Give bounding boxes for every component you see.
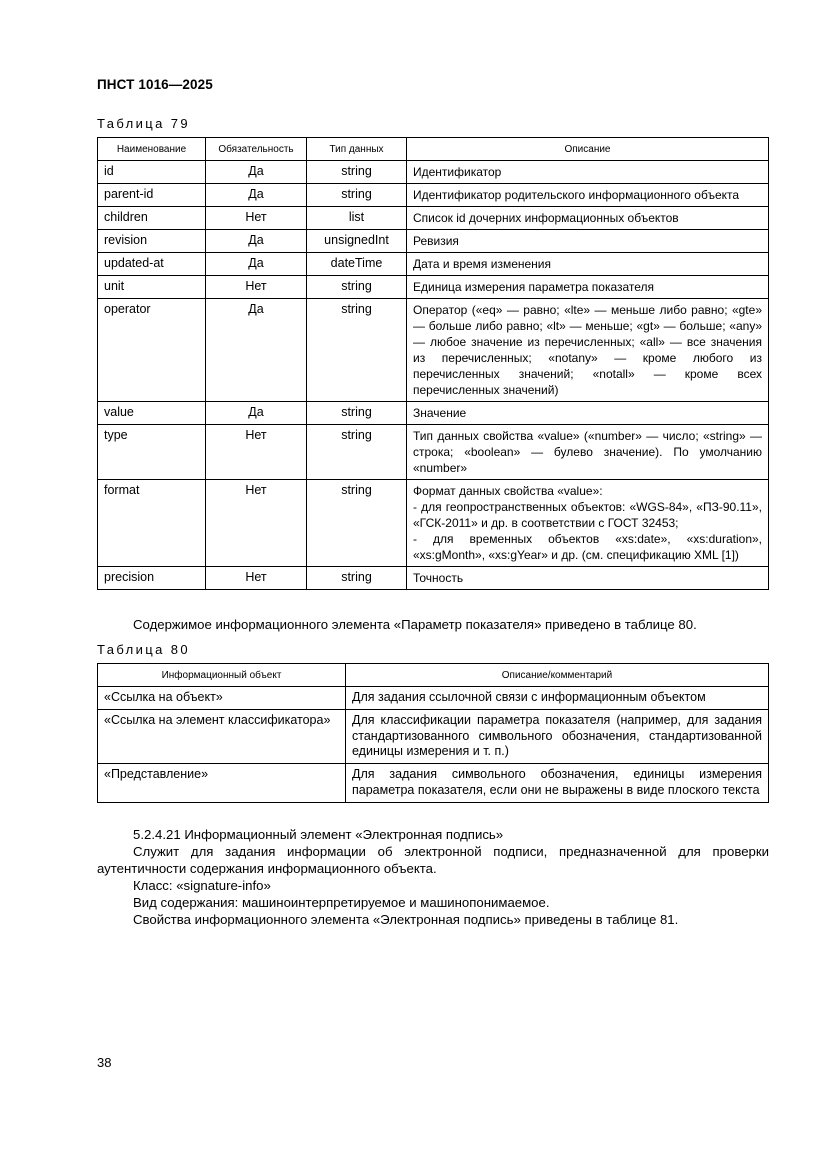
- table-row: [98, 161, 769, 184]
- section-content-type: Вид содержания: машиноинтерпретируемое и машинопонимаемое.: [133, 895, 550, 910]
- table-row: [98, 276, 769, 299]
- section-heading: 5.2.4.21 Информационный элемент «Электронная подпись»: [133, 827, 504, 842]
- column-header: Обязательность: [206, 138, 307, 161]
- table-cell: «Ссылка на элемент классификатора»: [98, 709, 346, 763]
- column-header: Информационный объект: [98, 664, 346, 687]
- table-79: [97, 137, 769, 590]
- column-header: Наименование: [98, 138, 206, 161]
- column-header: Тип данных: [307, 138, 407, 161]
- table-cell: Для задания символьного обозначения, единицы измерения параметра показателя, если они не выражены в виде плоского текста: [346, 764, 769, 803]
- table-cell: Для задания ссылочной связи с информационным объектом: [346, 687, 769, 710]
- table-cell: value: [98, 402, 206, 425]
- table-cell: string: [307, 567, 407, 590]
- table-cell: Точность: [407, 567, 769, 590]
- table-cell: «Ссылка на объект»: [98, 687, 346, 710]
- table-cell: Нет: [206, 207, 307, 230]
- table-80: [97, 663, 769, 803]
- table-row: [98, 230, 769, 253]
- table-cell: Идентификатор родительского информационного объекта: [407, 184, 769, 207]
- table-cell: string: [307, 299, 407, 402]
- table-cell: string: [307, 402, 407, 425]
- table-cell: Идентификатор: [407, 161, 769, 184]
- table-cell: string: [307, 184, 407, 207]
- table-row: [98, 567, 769, 590]
- table-cell: parent-id: [98, 184, 206, 207]
- table-cell: unit: [98, 276, 206, 299]
- table-cell: string: [307, 480, 407, 567]
- table-cell: Тип данных свойства «value» («number» — число; «string» — строка; «boolean» — булево значение). По умолчанию «number»: [407, 425, 769, 480]
- table-cell: Нет: [206, 480, 307, 567]
- column-header: Описание: [407, 138, 769, 161]
- table-row: [98, 184, 769, 207]
- table-cell: Да: [206, 161, 307, 184]
- table-cell: Значение: [407, 402, 769, 425]
- table-cell: Да: [206, 402, 307, 425]
- table-row: [98, 709, 769, 763]
- section-5-2-4-21: [97, 826, 769, 928]
- section-purpose: Служит для задания информации об электронной подписи, предназначенной для проверки аутентичности содержания информационного объекта.: [97, 844, 769, 876]
- table-cell: «Представление»: [98, 764, 346, 803]
- document-id: ПНСТ 1016—2025: [97, 77, 213, 92]
- table-cell: unsignedInt: [307, 230, 407, 253]
- table-header-row: [98, 664, 769, 687]
- table-cell: id: [98, 161, 206, 184]
- page-number: 38: [97, 1055, 112, 1070]
- table-80-intro: [97, 616, 769, 633]
- table-cell: dateTime: [307, 253, 407, 276]
- table-row: [98, 425, 769, 480]
- table-cell: Да: [206, 253, 307, 276]
- table-cell: precision: [98, 567, 206, 590]
- table-row: [98, 207, 769, 230]
- table-cell: Для классификации параметра показателя (например, для задания стандартизованного символьного обозначения, стандартизованной единицы измерения и т. п.): [346, 709, 769, 763]
- table-cell: list: [307, 207, 407, 230]
- table-row: [98, 402, 769, 425]
- table-cell: string: [307, 161, 407, 184]
- table-cell: Единица измерения параметра показателя: [407, 276, 769, 299]
- table-cell: updated-at: [98, 253, 206, 276]
- table-cell: Нет: [206, 276, 307, 299]
- column-header: Описание/комментарий: [346, 664, 769, 687]
- table-cell: Да: [206, 230, 307, 253]
- table-cell: Оператор («eq» — равно; «lte» — меньше либо равно; «gte» — больше либо равно; «lt» — меньше; «gt» — больше; «any» — любое значение из перечисленных; «all» — все значения из перечисленных; «notany» — кроме любого из перечисленных значений; «notall» — кроме всех перечисленных значений): [407, 299, 769, 402]
- table-cell: type: [98, 425, 206, 480]
- table-cell: Да: [206, 299, 307, 402]
- table-header-row: [98, 138, 769, 161]
- section-class: Класс: «signature-info»: [133, 878, 271, 893]
- table-cell: format: [98, 480, 206, 567]
- table-cell: Формат данных свойства «value»: - для геопространственных объектов: «WGS-84», «ПЗ-90.11», «ГСК-2011» и др. в соответствии с ГОСТ 32453; - для временных объектов «xs:date», «xs:duration», «xs:gMonth», «xs:gYear» и др. (см. спецификацию XML [1]): [407, 480, 769, 567]
- table-80-caption: Таблица 80: [97, 642, 191, 657]
- table-row: [98, 687, 769, 710]
- table-row: [98, 480, 769, 567]
- table-row: [98, 764, 769, 803]
- table-cell: operator: [98, 299, 206, 402]
- table-cell: children: [98, 207, 206, 230]
- table-cell: string: [307, 425, 407, 480]
- table-cell: Нет: [206, 425, 307, 480]
- intro-text: Содержимое информационного элемента «Параметр показателя» приведено в таблице 80.: [133, 617, 697, 632]
- table-cell: revision: [98, 230, 206, 253]
- table-row: [98, 299, 769, 402]
- section-properties-ref: Свойства информационного элемента «Электронная подпись» приведены в таблице 81.: [133, 912, 679, 927]
- table-79-caption: Таблица 79: [97, 116, 191, 131]
- table-cell: Список id дочерних информационных объектов: [407, 207, 769, 230]
- table-cell: Нет: [206, 567, 307, 590]
- table-cell: Ревизия: [407, 230, 769, 253]
- table-cell: Дата и время изменения: [407, 253, 769, 276]
- table-row: [98, 253, 769, 276]
- table-cell: string: [307, 276, 407, 299]
- table-cell: Да: [206, 184, 307, 207]
